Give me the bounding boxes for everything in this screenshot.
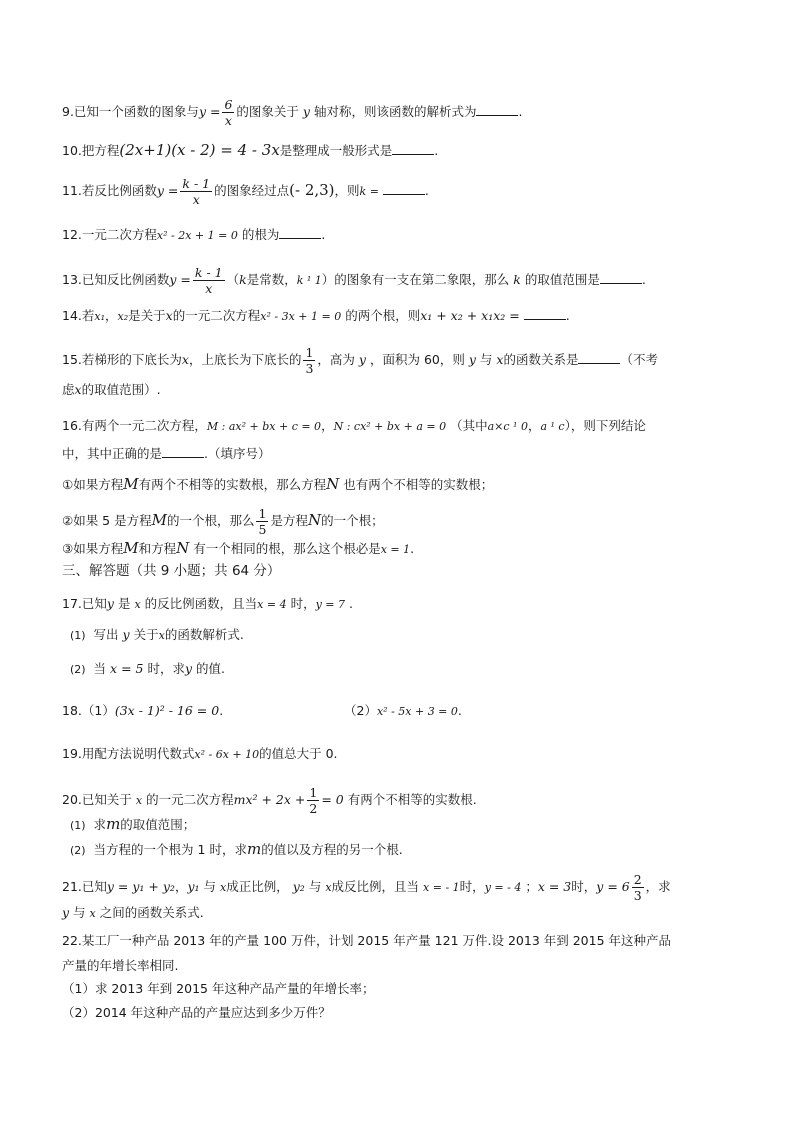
answer-blank [524,307,566,320]
question-9: 9.已知一个函数的图象与y = $\frac{6}{x}$ 的图象关于 y 轴对称，则该函数的解析式为 . [62,97,523,128]
question-22-part-2: （2）2014 年这种产品的产量应达到多少万件？ [62,1005,331,1020]
question-17-part-1: (1) 写出 y 关于x的函数解析式. [70,627,244,642]
fraction: $\frac{k - 1}{x}$ [182,176,211,207]
question-20-part-2: (2) 当方程的一个根为 1 时，求m的值以及方程的另一个根. [70,840,403,858]
fraction: $\frac{1}{5}$ [258,506,267,537]
question-17-part-2: (2) 当 x = 5 时，求y 的值. [70,661,226,676]
statement-1: ①如果方程M有两个不相等的实数根，那么方程N 也有两个不相等的实数根； [62,475,494,493]
question-12: 12.一元二次方程x² - 2x + 1 = 0 的根为 . [62,227,326,242]
answer-blank [392,142,434,155]
question-10: 10.把方程(2x+1)(x - 2) = 4 - 3x是整理成一般形式是 . [62,141,439,159]
statement-2: ②如果 5 是方程M的一个根，那么 $\frac{1}{5}$ 是方程N的一个根； [62,506,384,537]
question-11: 11.若反比例函数y = $\frac{k - 1}{x}$ 的图象经过点(- 2,3)，则k = . [62,176,429,207]
question-16-line-2: 中，其中正确的是 .（填序号） [62,446,271,461]
question-22-line-2: 产量的年增长率相同. [62,958,179,973]
fraction: $\frac{1}{3}$ [305,345,314,376]
fraction: $\frac{6}{x}$ [224,97,233,128]
question-18: 18.（1）(3x - 1)² - 16 = 0. （2）x² - 5x + 3 = 0. [62,702,731,720]
question-22-part-1: （1）求 2013 年到 2015 年这种产品产量的年增长率； [62,981,375,996]
question-22: 22.某工厂一种产品 2013 年的产量 100 万件，计划 2015 年产量 121 万件.设 2013 年到 2015 年这种产品 [62,933,671,948]
question-21: 21.已知y = y₁ + y₂，y₁ 与 x成正比例， y₂ 与 x成反比例，且当 x = - 1时，y = - 4 ；x = 3时，y = 6 $\frac{2}{3}$ ，求 [62,872,671,903]
section-heading: 三、解答题（共 9 小题；共 64 分） [62,563,281,579]
question-20-part-1: (1) 求m的取值范围； [70,815,196,833]
question-14: 14.若x₁，x₂是关于x的一元二次方程x² - 3x + 1 = 0 的两个根，则x₁ + x₂ + x₁x₂ = . [62,308,570,323]
question-13: 13.已知反比例函数y = $\frac{k - 1}{x}$ （k是常数，k ¹ 1）的图象有一支在第二象限，那么 k 的取值范围是 . [62,265,646,296]
fraction: $\frac{1}{2}$ [309,785,318,816]
fraction: $\frac{k - 1}{x}$ [194,265,223,296]
question-19: 19.用配方法说明代数式x² - 6x + 10的值总大于 0. [62,746,338,761]
answer-blank [476,103,518,116]
question-18-part-2: （2）x² - 5x + 3 = 0. [344,703,462,718]
answer-blank [279,226,321,239]
answer-blank [383,182,425,195]
answer-blank [162,445,204,458]
statement-3: ③如果方程M和方程N 有一个相同的根，那么这个根必是x = 1. [62,539,415,557]
question-16: 16.有两个一元二次方程，M : ax² + bx + c = 0，N : cx² + bx + a = 0 （其中a×c ¹ 0，a ¹ c），则下列结论 [62,418,646,433]
question-15-line-2: 虑x的取值范围）. [62,382,161,397]
fraction: $\frac{2}{3}$ [633,872,642,903]
question-20: 20.已知关于 x 的一元二次方程mx² + 2x + $\frac{1}{2}$ = 0 有两个不相等的实数根. [62,785,477,816]
question-21-line-2: y 与 x 之间的函数关系式. [62,905,204,920]
answer-blank [578,351,620,364]
answer-blank [600,271,642,284]
question-15: 15.若梯形的下底长为x，上底长为下底长的 $\frac{1}{3}$ ，高为 y ，面积为 60，则 y 与 x的函数关系是 （不考 [62,345,658,376]
question-17: 17.已知y 是 x 的反比例函数，且当x = 4 时，y = 7 . [62,596,353,611]
